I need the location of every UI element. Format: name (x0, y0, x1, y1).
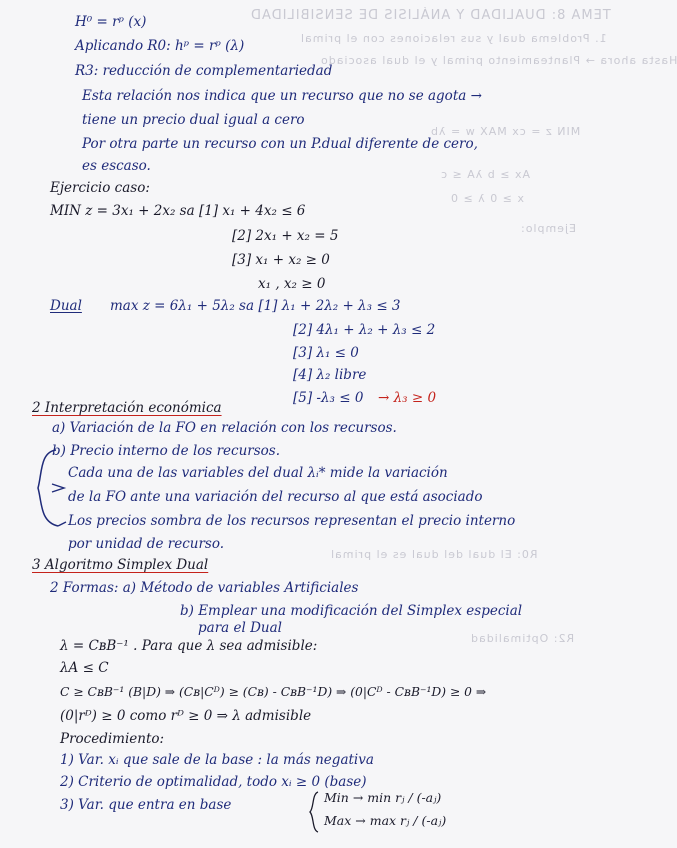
note-line: Cada una de las variables del dual λᵢ* mide la variación (68, 465, 448, 481)
bleed-through-text: MIN z = cx MAX w = λb (430, 125, 581, 138)
entering-rule-max: Max → max rⱼ / (-aⱼ) (324, 813, 447, 828)
formula-line: (0|rᴰ) ≥ 0 como rᴰ ≥ 0 ⇒ λ admisible (60, 708, 312, 724)
dual-objective: max z = 6λ₁ + 5λ₂ sa [1] λ₁ + 2λ₂ + λ₃ ≤ 3 (110, 298, 401, 314)
primal-constraint: [3] x₁ + x₂ ≥ 0 (232, 252, 330, 268)
bracket-arrow-icon (34, 444, 64, 534)
dual-constraint-result: → λ₃ ≥ 0 (378, 390, 437, 406)
exercise-heading: Ejercicio caso: (50, 180, 150, 196)
dual-label: Dual (50, 298, 82, 314)
bleed-through-text: R0: El dual del dual es el primal (330, 548, 538, 561)
note-line: para el Dual (198, 620, 282, 636)
entering-rule-min: Min → min rⱼ / (-aⱼ) (324, 790, 442, 805)
note-line: Los precios sombra de los recursos representan el precio interno (68, 513, 516, 529)
dual-constraint: [5] -λ₃ ≤ 0 (293, 390, 364, 406)
formula-line: λA ≤ C (60, 660, 109, 676)
note-line: Aplicando R0: hᵖ = rᵖ (λ) (75, 38, 245, 54)
bleed-through-text: Ejemplo: (520, 222, 576, 235)
note-line: por unidad de recurso. (68, 536, 225, 552)
note-line: H⁰ = rᵖ (x) (75, 14, 147, 30)
note-line: tiene un precio dual igual a cero (82, 112, 305, 128)
note-line: R3: reducción de complementariedad (75, 63, 333, 79)
note-line: es escaso. (82, 158, 151, 174)
note-line: a) Variación de la FO en relación con los recursos. (52, 420, 397, 436)
bleed-through-text: Ax ≥ b λA ≤ c (440, 168, 531, 181)
note-line: 2 Formas: a) Método de variables Artificiales (50, 580, 359, 596)
dual-constraint: [2] 4λ₁ + λ₂ + λ₃ ≤ 2 (293, 322, 436, 338)
bleed-through-text: 1. Problema dual y sus relaciones con el primal (300, 32, 607, 45)
note-line: b) Precio interno de los recursos. (52, 443, 281, 459)
bleed-through-text: R2: Optimalidad (470, 632, 575, 645)
primal-nonnegativity: x₁ , x₂ ≥ 0 (258, 276, 326, 292)
dual-constraint: [3] λ₁ ≤ 0 (293, 345, 359, 361)
bleed-through-text: TEMA 8: DUALIDAD Y ANÁLISIS DE SENSIBILIDAD (250, 8, 611, 23)
dual-constraint: [4] λ₂ libre (293, 367, 367, 383)
primal-objective: MIN z = 3x₁ + 2x₂ sa [1] x₁ + 4x₂ ≤ 6 (50, 203, 306, 219)
note-line: Por otra parte un recurso con un P.dual diferente de cero, (82, 136, 478, 152)
bleed-through-text: x ≥ 0 λ ≥ 0 (450, 192, 524, 205)
procedure-step: 1) Var. xᵢ que sale de la base : la más negativa (60, 752, 374, 768)
note-line: b) Emplear una modificación del Simplex especial (180, 603, 523, 619)
procedure-step: 3) Var. que entra en base (60, 797, 232, 813)
note-line: de la FO ante una variación del recurso al que está asociado (68, 489, 483, 505)
section-heading: 3 Algoritmo Simplex Dual (32, 557, 209, 573)
brace-icon (308, 790, 322, 834)
bleed-through-text: Hasta ahora → Planteamiento primal y el dual asociado (320, 54, 677, 67)
formula-line: λ = CʙB⁻¹ . Para que λ sea admisible: (60, 638, 318, 654)
primal-constraint: [2] 2x₁ + x₂ = 5 (232, 228, 339, 244)
note-line: Esta relación nos indica que un recurso que no se agota → (82, 88, 482, 104)
procedure-heading: Procedimiento: (60, 731, 165, 747)
procedure-step: 2) Criterio de optimalidad, todo xᵢ ≥ 0 (base) (60, 774, 367, 790)
formula-line: C ≥ CʙB⁻¹ (B|D) ⇒ (Cʙ|Cᴰ) ≥ (Cʙ) - CʙB⁻¹D) ⇒ (0|Cᴰ - CʙB⁻¹D) ≥ 0 ⇒ (60, 685, 487, 699)
section-heading: 2 Interpretación económica (32, 400, 222, 416)
